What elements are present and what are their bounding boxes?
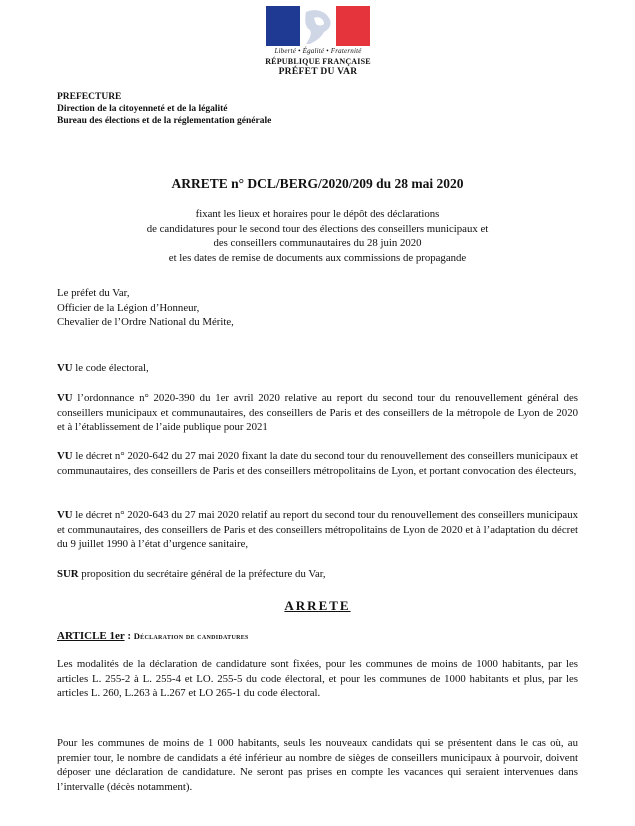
subtitle-line: fixant les lieux et horaires pour le dépôt des déclarations [195, 208, 440, 220]
prefet-title-line: Officier de la Légion d’Honneur, [57, 301, 200, 314]
prefecture-block [57, 91, 271, 127]
flag-white-band [300, 6, 336, 46]
visa-paragraph [57, 391, 578, 435]
proposal-paragraph [57, 567, 578, 582]
arrete-word: ARRETE [284, 598, 351, 613]
bureau-line: Bureau des élections et de la réglementation générale [57, 116, 272, 126]
proposal-text: proposition du secrétaire général de la préfecture du Var, [78, 568, 326, 580]
marianne-profile-icon [300, 6, 336, 46]
flag-blue-band [266, 6, 300, 46]
article-label: ARTICLE 1er [57, 630, 125, 642]
visa-lead: VU [57, 362, 73, 374]
visa-lead: VU [57, 450, 73, 462]
prefecture-line: PREFECTURE [57, 92, 122, 102]
article-paragraph: Les modalités de la déclaration de candidature sont fixées, pour les communes de moins de 1000 habitants, par les articles L. 255-2 à L. 255-4 et LO. 255-5 du code électoral, et pour les communes de 1000 habitants et plus, par les articles L. 260, L.263 à L.267 et LO 265-1 du code électoral. [57, 658, 578, 700]
arrete-heading [0, 598, 635, 614]
proposal-lead: SUR [57, 568, 79, 580]
prefet-heading: PRÉFET DU VAR [278, 67, 358, 77]
visa-text: le décret n° 2020-642 du 27 mai 2020 fixant la date du second tour du renouvellement des conseillers municipaux et communautaires, des conseillers de Paris et des conseillers métropolitains de Lyon, et portant convocation des électeurs, [57, 450, 578, 477]
prefet-title-line: Le préfet du Var, [57, 287, 130, 299]
prefet-title-line: Chevalier de l’Ordre National du Mérite, [57, 316, 234, 329]
article-title: Déclaration de candidatures [133, 631, 249, 641]
visa-text: le décret n° 2020-643 du 27 mai 2020 relatif au report du second tour du renouvellement des conseillers municipaux et communautaires, des conseillers de Paris et des conseillers métropolitains de Lyon de 2020 et à l’adaptation du décret du 9 juillet 1990 à l’état d’urgence sanitaire, [57, 509, 578, 551]
subtitle-line: des conseillers communautaires du 28 juin 2020 [213, 237, 422, 249]
article-separator: : [124, 630, 134, 642]
visa-lead: VU [57, 392, 73, 404]
republic-name: RÉPUBLIQUE FRANÇAISE [265, 57, 371, 66]
prefet-titles [57, 286, 578, 330]
flag-red-band [336, 6, 370, 46]
visa-text: l’ordonnance n° 2020-390 du 1er avril 2020 relative au report du second tour du renouvellement général des conseillers municipaux et communautaires, des conseillers de Paris et des conseillers de la métropole de Lyon de 2020 et à l’établissement de l’aide publique pour 2021 [57, 392, 578, 434]
direction-line: Direction de la citoyenneté et de la légalité [57, 104, 228, 114]
subtitle-line: et les dates de remise de documents aux commissions de propagande [168, 251, 467, 264]
visa-text: le code électoral, [72, 362, 149, 374]
article-paragraph: Pour les communes de moins de 1 000 habitants, seuls les nouveaux candidats qui se présentent dans le cas où, au premier tour, le nombre de candidats a été inférieur au nombre de sièges de conseillers municipaux à pourvoir, doivent déposer une déclaration de candidature. Ne seront pas prises en compte les vacances qui seraient intervenues dans l’intervalle (décès notamment). [57, 737, 578, 793]
visa-paragraph [57, 361, 578, 376]
subtitle-line: de candidatures pour le second tour des élections des conseillers municipaux et [146, 222, 489, 235]
visa-lead: VU [57, 509, 73, 521]
visa-paragraph [57, 449, 578, 478]
arrete-subtitle [60, 207, 575, 265]
marianne-logo [266, 6, 370, 46]
article-1-heading [57, 630, 249, 642]
arrete-title: ARRETE n° DCL/BERG/2020/209 du 28 mai 2020 [171, 176, 464, 191]
republic-motto: Liberté • Égalité • Fraternité [274, 47, 362, 55]
visa-paragraph [57, 508, 578, 552]
